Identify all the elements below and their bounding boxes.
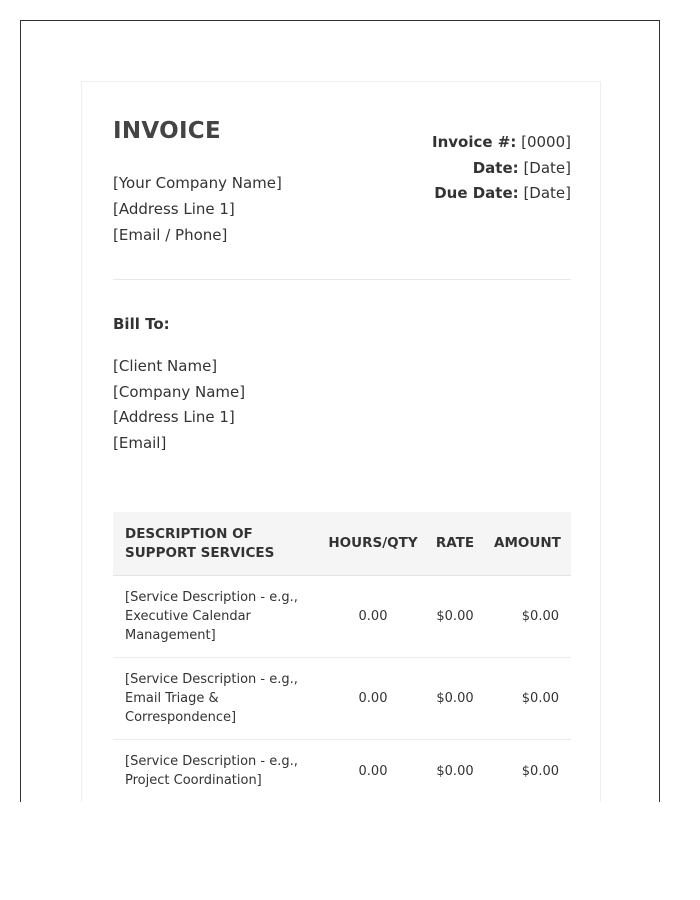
row-hours-qty: 0.00 [318, 740, 428, 803]
row-description: [Service Description - e.g., Project Coordination] [113, 740, 318, 803]
invoice-date-label: Date: [472, 158, 519, 177]
row-rate: $0.00 [428, 658, 482, 740]
company-info [113, 170, 282, 248]
column-header-hours-qty: HOURS/QTY [318, 512, 428, 576]
invoice-due-date-value: [Date] [523, 184, 571, 202]
column-header-amount: AMOUNT [482, 512, 571, 576]
table-row [113, 576, 571, 658]
document-frame [20, 20, 660, 802]
invoice-meta [432, 130, 571, 207]
invoice-number-label: Invoice #: [431, 133, 517, 151]
invoice-sheet [81, 81, 601, 802]
row-amount: $0.00 [482, 740, 571, 803]
row-description: [Service Description - e.g., Email Triage & Correspondence] [113, 658, 318, 740]
bill-to-label: Bill To: [113, 315, 170, 333]
invoice-date-value: [Date] [523, 158, 571, 177]
company-contact: [Email / Phone] [113, 226, 228, 244]
invoice-due-date-line [432, 181, 571, 207]
row-hours-qty: 0.00 [318, 576, 428, 658]
header-divider [113, 279, 571, 280]
table-header-row [113, 512, 571, 576]
services-table [113, 512, 571, 802]
bill-to-info [113, 354, 245, 457]
bill-to-email: [Email] [113, 434, 167, 453]
row-description: [Service Description - e.g., Executive Calendar Management] [113, 576, 318, 658]
column-header-rate: RATE [428, 512, 482, 576]
row-rate: $0.00 [428, 740, 482, 803]
table-row [113, 740, 571, 803]
row-amount: $0.00 [482, 576, 571, 658]
bill-to-company: [Company Name] [113, 382, 246, 401]
bill-to-address: [Address Line 1] [113, 408, 235, 427]
column-header-description: DESCRIPTION OF SUPPORT SERVICES [113, 512, 318, 576]
invoice-number-value: [0000] [521, 133, 571, 151]
company-address: [Address Line 1] [113, 200, 235, 218]
row-amount: $0.00 [482, 658, 571, 740]
row-hours-qty: 0.00 [318, 658, 428, 740]
invoice-title: INVOICE [113, 118, 222, 144]
invoice-number-line [432, 130, 571, 156]
invoice-date-line [432, 156, 571, 182]
row-rate: $0.00 [428, 576, 482, 658]
invoice-due-date-label: Due Date: [434, 184, 519, 202]
company-name: [Your Company Name] [113, 174, 282, 192]
table-row [113, 658, 571, 740]
bill-to-client: [Client Name] [113, 357, 218, 375]
